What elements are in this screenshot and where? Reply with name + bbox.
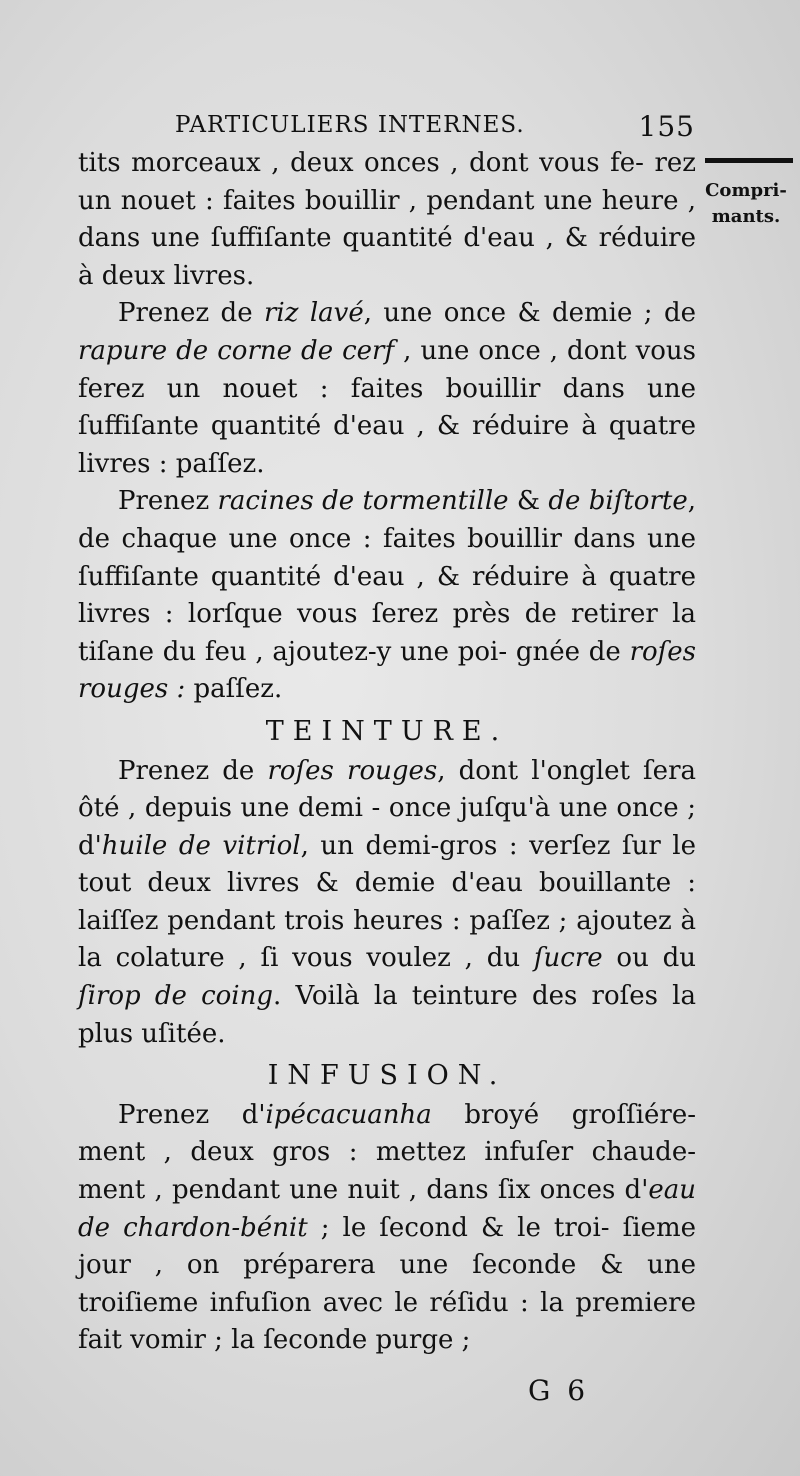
- p4-italic-sirop: ſirop de coing: [78, 981, 274, 1012]
- paragraph-3: [78, 483, 696, 709]
- p2-text-a: Prenez de: [118, 298, 264, 329]
- margin-note-line-1: Compri-: [705, 180, 787, 201]
- p5-italic-ipecacuanha: ipécacuanha: [265, 1099, 432, 1130]
- heading-teinture: TEINTURE.: [265, 715, 509, 747]
- margin-note: [692, 178, 800, 230]
- p3-italic-roses: roſes rouges :: [78, 636, 696, 705]
- p5-text-a: Prenez d': [118, 1099, 266, 1130]
- p4-italic-vitriol: huile de vitriol: [101, 830, 301, 861]
- p2-text-c: , une once & demie ; de: [363, 298, 696, 329]
- p2-italic-corne: rapure de corne de cerf: [78, 335, 395, 366]
- p5-italic-chardon: eau de chardon-bénit: [78, 1175, 696, 1243]
- p4-text-e: , un demi-gros : verſez ſur le tout deux livres & demie d'eau bouillante : laiſſez pendant trois heures : paſſez ; ajoutez à la colature , ſi vous voulez , du: [78, 830, 696, 974]
- paragraph-1: [78, 145, 696, 295]
- p3-text-a: Prenez: [118, 486, 218, 517]
- heading-infusion: INFUSION.: [267, 1060, 507, 1092]
- running-title: PARTICULIERS INTERNES.: [175, 112, 525, 138]
- margin-note-line-2: mants.: [711, 206, 781, 227]
- margin-rule: [705, 158, 793, 163]
- p4-text-g: ou du: [602, 943, 696, 974]
- p3-italic-tormentille: racines de tormentille: [217, 486, 509, 517]
- p4-text-c: , dont l'onglet ſera ôté , depuis une demi - once juſqu'à une once ; d': [78, 755, 696, 861]
- p5-text-e: ; le ſecond & le troi- ſieme jour , on préparera une ſeconde & une troiſieme infuſion avec le réſidu : la premiere fait vomir ; la ſeconde purge ;: [78, 1212, 696, 1356]
- paragraph-5: [78, 1097, 696, 1360]
- paragraph-1-text: tits morceaux , deux onces , dont vous fe- rez un nouet : faites bouillir , pendant une heure , dans une ſuffiſante quantité d'eau , & réduire à deux livres.: [78, 148, 696, 291]
- p3-text-c: &: [508, 486, 549, 517]
- p3-italic-bistorte: de biſtorte: [548, 486, 688, 517]
- p4-italic-roses: roſes rouges: [267, 755, 438, 786]
- p4-text-a: Prenez de: [118, 755, 268, 786]
- p5-text-c: broyé groſſiére- ment , deux gros : mettez infuſer chaude- ment , pendant une nuit , dans ſix onces d': [78, 1099, 697, 1206]
- p3-text-e: , de chaque une once : faites bouillir dans une ſuffiſante quantité d'eau , & réduire à quatre livres : lorſque vous ſerez près de retirer la tiſane du feu , ajoutez-y une poi- gnée de: [78, 486, 696, 667]
- p4-text-i: . Voilà la teinture des roſes la plus uſitée.: [78, 981, 696, 1049]
- p2-text-e: , une once , dont vous ferez un nouet : faites bouillir dans une ſuffiſante quantité d'eau , & réduire à quatre livres : paſſez.: [78, 335, 697, 479]
- page-number: 155: [638, 110, 695, 143]
- page-header: [175, 112, 695, 146]
- paragraph-2: [78, 295, 696, 483]
- p4-italic-sucre: ſucre: [533, 943, 603, 974]
- paragraph-4: [78, 753, 696, 1054]
- p3-text-g: paſſez.: [185, 674, 283, 705]
- body-text: [78, 145, 696, 1360]
- p2-italic-riz: riz lavé: [263, 298, 364, 329]
- signature-mark: G 6: [528, 1374, 590, 1407]
